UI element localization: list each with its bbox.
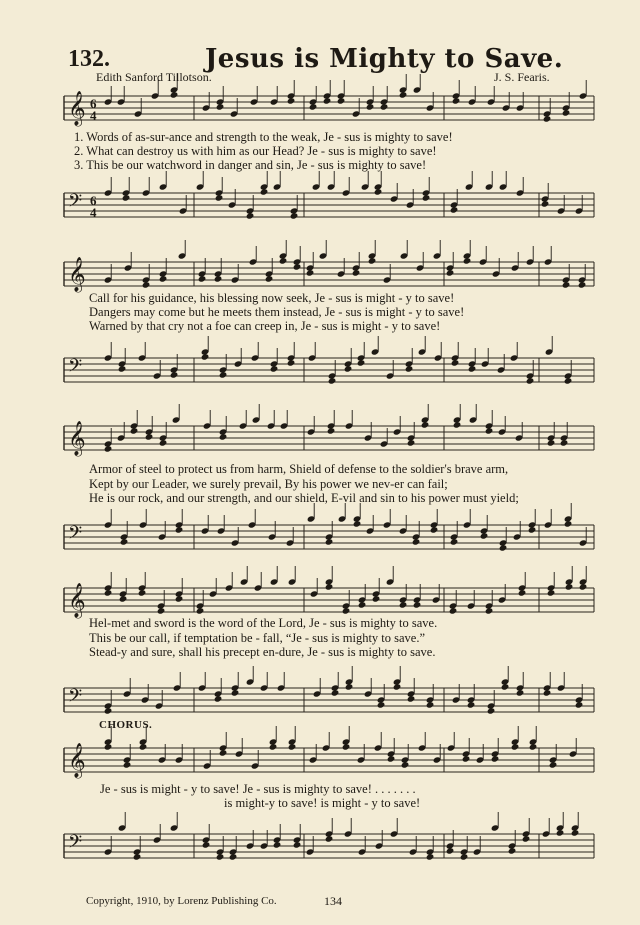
system-2-bass-staff <box>0 350 640 400</box>
system-2-verse-3: Warned by that cry not a foe can creep in, Je - sus is might - y to save! <box>89 319 441 333</box>
system-2-verse-2: Dangers may come but he meets them instead, Je - sus is might - y to save! <box>89 305 465 319</box>
chorus-line-1: Je - sus is might - y to save! Je - sus is mighty to save! . . . . . . . <box>100 782 416 796</box>
bass-clef-icon: 𝄢 <box>68 356 83 381</box>
time-signature-bottom: 4 <box>90 205 97 220</box>
staff-lines <box>64 193 594 217</box>
treble-clef-icon: 𝄞 <box>68 583 86 618</box>
treble-clef-icon: 𝄞 <box>68 743 86 778</box>
system-3-bass-staff <box>0 517 640 567</box>
note-heads <box>104 666 584 715</box>
bass-clef-icon: 𝄢 <box>68 523 83 548</box>
system-3-verse-2: Kept by our Leader, we surely prevail, By his power we nev-er can fail; <box>89 477 448 491</box>
note-heads <box>104 566 588 615</box>
bass-clef-icon: 𝄢 <box>68 191 83 216</box>
staff-lines <box>64 748 594 772</box>
system-1-verse-3: 3. This be our watchword in danger and sin, Je - sus is mighty to save! <box>74 158 427 172</box>
bass-clef-icon: 𝄢 <box>68 832 83 857</box>
chorus-bass-staff <box>0 826 640 876</box>
system-4-verse-1: Hel-met and sword is the word of the Lord, Je - sus is mighty to save. <box>89 616 438 630</box>
system-1-verse-2: 2. What can destroy us with him as our Head? Je - sus is mighty to save! <box>74 144 437 158</box>
system-2-verse-1: Call for his guidance, his blessing now seek, Je - sus is might - y to save! <box>89 291 455 305</box>
system-1-bass-staff <box>0 185 640 235</box>
chorus-line-2: is might-y to save! is might - y to save! <box>224 796 421 810</box>
time-signature-top: 6 <box>90 193 97 208</box>
system-3-treble-staff <box>0 418 640 468</box>
staff-lines <box>64 358 594 382</box>
note-heads <box>104 336 573 385</box>
hymn-number: 132. <box>68 46 110 72</box>
hymn-composer: J. S. Fearis. <box>494 70 550 84</box>
treble-clef-icon: 𝄞 <box>68 91 86 126</box>
system-4-verse-2: This be our call, if temptation be - fall, “Je - sus is mighty to save.” <box>89 631 426 645</box>
hymn-title: Jesus is Mighty to Save. <box>205 44 564 74</box>
treble-clef-icon: 𝄞 <box>68 421 86 456</box>
time-signature-top: 6 <box>90 96 97 111</box>
system-4-verse-3: Stead-y and sure, shall his precept en-dure, Je - sus is mighty to save. <box>89 645 436 659</box>
bass-clef-icon: 𝄢 <box>68 686 83 711</box>
hymn-author: Edith Sanford Tillotson. <box>96 70 212 84</box>
note-heads <box>104 812 580 861</box>
page-number: 134 <box>324 894 342 908</box>
note-heads <box>104 503 588 552</box>
system-3-verse-3: He is our rock, and our strength, and our shield, E-vil and sin to his power must yield; <box>89 491 519 505</box>
system-3-verse-1: Armor of steel to protect us from harm, Shield of defense to the soldier's brave arm, <box>89 462 509 476</box>
chorus-label: CHORUS. <box>99 719 153 731</box>
note-heads <box>104 171 584 220</box>
treble-clef-icon: 𝄞 <box>68 257 86 292</box>
note-heads <box>104 240 587 289</box>
time-signature-bottom: 4 <box>90 108 97 123</box>
copyright-notice: Copyright, 1910, by Lorenz Publishing Co. <box>86 895 277 907</box>
note-heads <box>104 404 569 453</box>
system-4-bass-staff <box>0 680 640 730</box>
system-1-verse-1: 1. Words of as-sur-ance and strength to the weak, Je - sus is mighty to save! <box>74 130 453 144</box>
